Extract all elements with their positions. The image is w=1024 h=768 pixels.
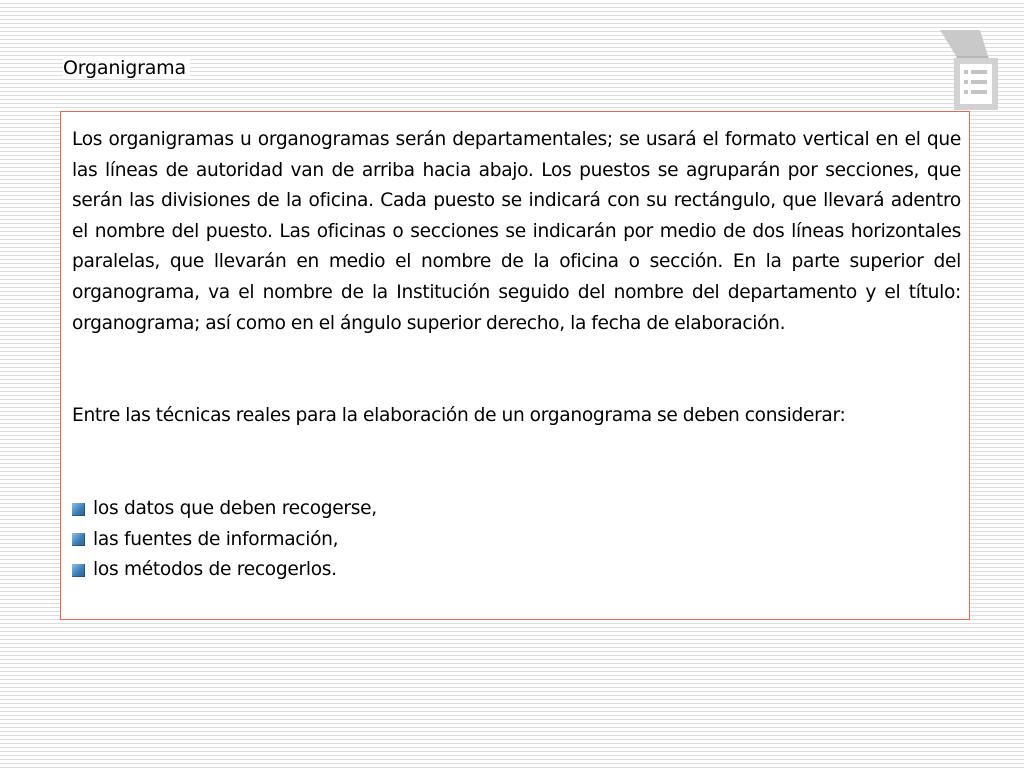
document-list-icon xyxy=(936,26,1000,114)
paragraph-organigram-format: Los organigramas u organogramas serán departamentales; se usará el formato vertical en el que las líneas de autoridad van de arriba hacia abajo. Los puestos se agruparán por secciones, que serán las divisiones de la oficina. Cada puesto se indicará con su rectángulo, que llevará adentro el nombre del puesto. Las oficinas o secciones se indicarán por medio de dos líneas horizontales paralelas, que llevarán en medio el nombre de la oficina o sección. En la parte superior del organograma, va el nombre de la Institución seguido del nombre del departamento y el título: organograma; así como en el ángulo superior derecho, la fecha de elaboración. xyxy=(72,129,961,334)
list-item xyxy=(72,525,377,556)
square-bullet-icon xyxy=(72,533,85,546)
list-item-text: los datos que deben recogerse, xyxy=(93,498,377,519)
square-bullet-icon xyxy=(72,564,85,577)
list-item xyxy=(72,494,377,525)
square-bullet-icon xyxy=(72,503,85,516)
content-box xyxy=(60,111,970,620)
paragraph-techniques: Entre las técnicas reales para la elaboración de un organograma se deben considerar: xyxy=(72,405,846,426)
list-item-text: los métodos de recogerlos. xyxy=(93,559,337,581)
list-item-text: las fuentes de información, xyxy=(93,528,339,550)
slide-title: Organigrama xyxy=(63,57,190,79)
list-item xyxy=(72,555,377,586)
techniques-list xyxy=(72,494,377,586)
